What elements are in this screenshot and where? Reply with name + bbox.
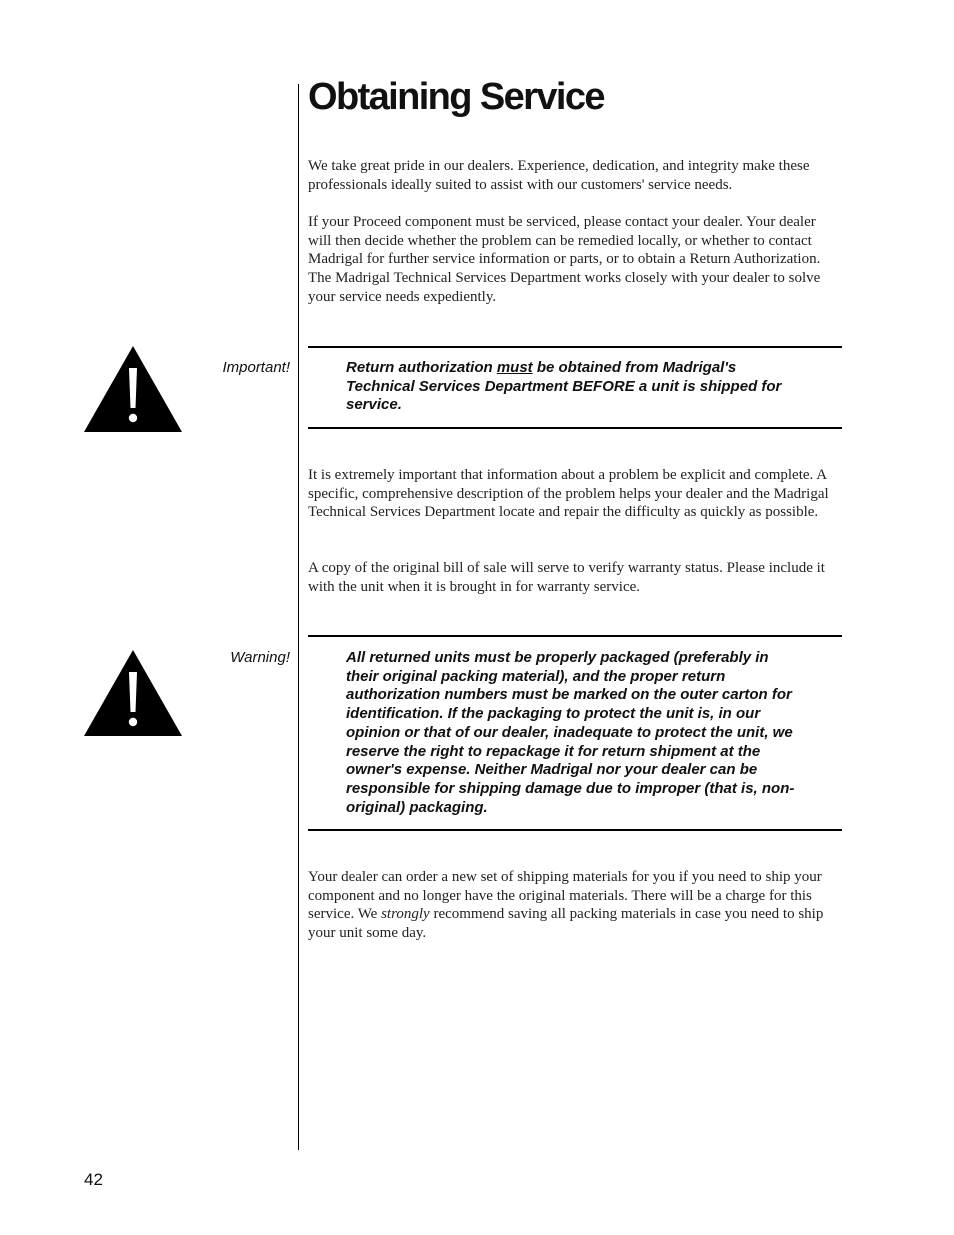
warning-label: Warning! xyxy=(230,649,290,666)
warning-notice: All returned units must be properly packaged (preferably in their original packing material), and the proper return authorization numbers must be marked on the outer carton for identification. If the packaging to protect the unit is, in our opinion or that of our dealer, inadequate to protect the unit, we reserve the right to repackage it for return shipment at the owner's expense. Neither Madrigal nor your dealer can be responsible for shipping damage due to improper (that is, non-original) packaging. xyxy=(346,649,795,816)
details-paragraph-2: A copy of the original bill of sale will serve to verify warranty status. Please include it with the unit when it is brought in for warranty service. xyxy=(308,560,825,595)
vertical-rule xyxy=(298,84,299,1150)
warning-triangle-icon xyxy=(84,346,182,432)
details-paragraph-1: It is extremely important that information about a problem be explicit and complete. A specific, comprehensive description of the problem helps your dealer and the Madrigal Technical Services Department locate and repair the difficulty as quickly as possible. xyxy=(308,467,829,521)
page-title: Obtaining Service xyxy=(308,76,604,118)
notice-rule-bottom xyxy=(308,829,842,831)
notice-rule-top xyxy=(308,635,842,637)
warning-triangle-icon xyxy=(84,650,182,736)
emphasis-must: must xyxy=(496,359,533,376)
closing-paragraph: Your dealer can order a new set of shipping materials for you if you need to ship your component and no longer have the original materials. There will be a charge for this service. We strongly recommend saving all packing materials in case you need to ship your unit some day. xyxy=(308,869,824,942)
notice-rule-top xyxy=(308,346,842,348)
notice-rule-bottom xyxy=(308,427,842,429)
intro-paragraph-2: If your Proceed component must be serviced, please contact your dealer. Your dealer will then decide whether the problem can be remedied locally, or whether to contact Madrigal for further service information or parts, or to obtain a Return Authorization. The Madrigal Technical Services Department works closely with your dealer to solve your service needs expediently. xyxy=(308,214,821,305)
emphasis-strongly: strongly xyxy=(381,906,430,923)
page-number: 42 xyxy=(84,1170,103,1189)
intro-paragraph-1: We take great pride in our dealers. Experience, dedication, and integrity make these professionals ideally suited to assist with our customers' service needs. xyxy=(308,158,810,193)
important-notice: Return authorization must be obtained from Madrigal's Technical Services Department BEFORE a unit is shipped for service. xyxy=(346,359,782,414)
important-label: Important! xyxy=(222,359,290,376)
